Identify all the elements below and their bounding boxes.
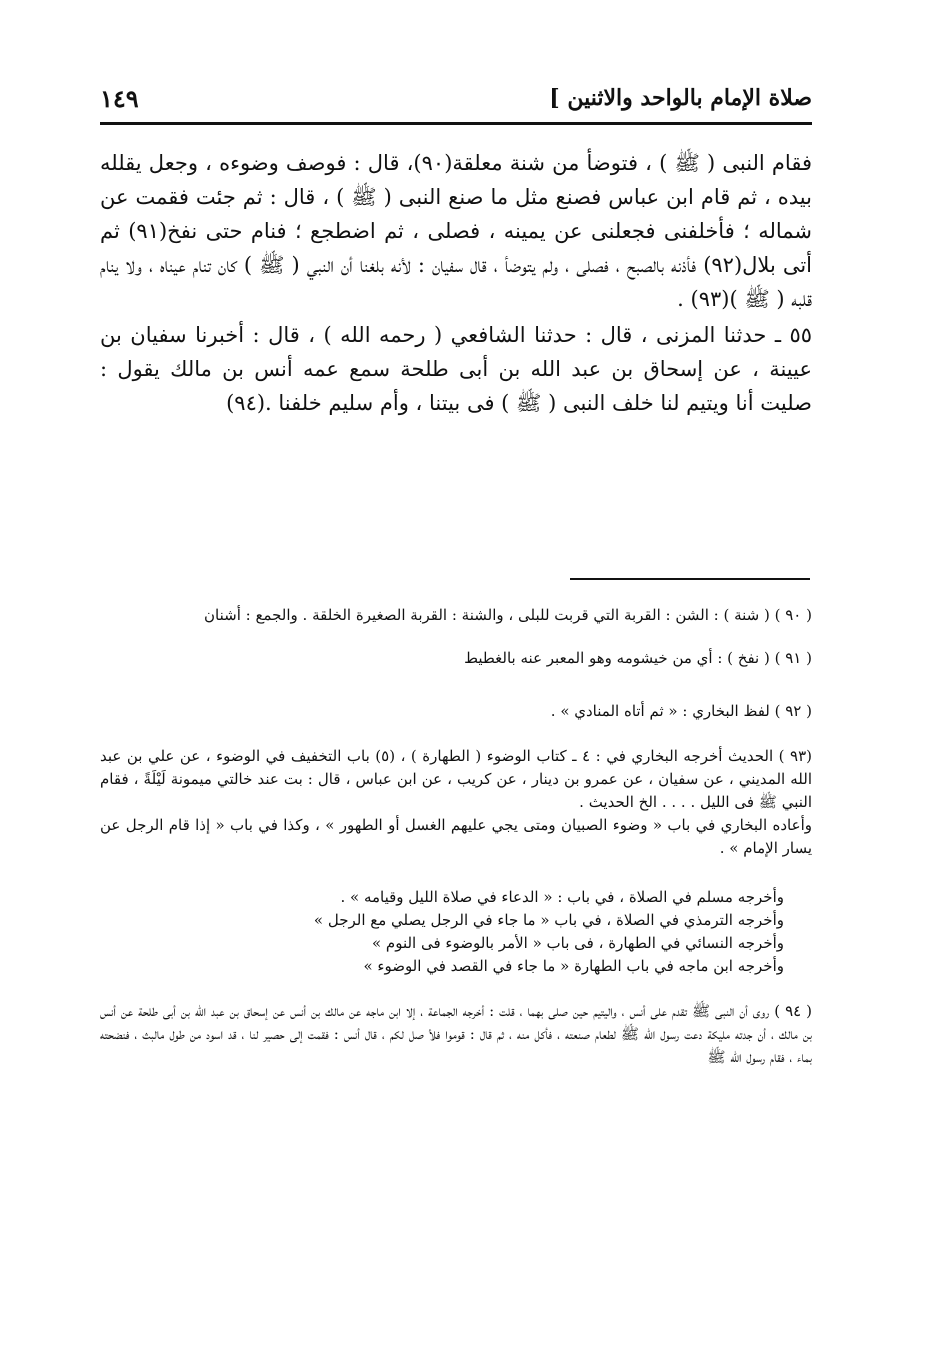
footnote-90: ( ٩٠ ) ( شنة ) : الشن : القربة التي قربت للبلى ، والشنة : القربة الصغيرة الخلقة . والجمع : أشنان [204,606,812,624]
footnotes [100,604,812,1069]
footnote-93: (٩٣ ) الحديث أخرجه البخاري في : ٤ ـ كتاب الوضوء ( الطهارة ) ، (٥) باب التخفيف في الوضوء ، عن علي بن عبد الله المديني ، عن سفيان ، عن عمرو بن دينار ، عن كريب ، عن ابن عباس ، قال : بت عند خالتي ميمونة لَيْلَةً ، فقام النبي ﷺ فى الليل . . . . الخ الحديث . [100,747,813,811]
footnote-separator [570,578,810,580]
footnote-93-reference: وأخرجه النسائي في الطهارة ، فى باب « الأمر بالوضوء فى النوم » [371,934,784,952]
body-paragraph-2: ٥٥ ـ حدثنا المزنى ، قال : حدثنا الشافعي ( رحمه الله ) ، قال : أخبرنا سفيان بن عيينة ، عن إسحاق بن عبد الله بن أبى طلحة سمع عمه أنس بن مالك يقول : صليت أنا ويتيم لنا خلف النبى ( ﷺ ) فى بيتنا ، وأم سليم خلفنا .(٩٤) [100,323,812,415]
running-title: صلاة الإمام بالواحد والاثنين ] [549,85,812,111]
footnote-94: ( ٩٤ ) روى أن النبى ﷺ تقدم على أنس ، واليتيم حين صلى بهما ، قلت : أخرجه الجماعة ، إلا ابن ماجه عن مالك بن أنس عن إسحاق بن عبد الله بن أبى طلحة عن أنس بن مالك ، أن جدته مليكة دعت رسول الله ﷺ لطعام صنعته ، فأكل منه ، ثم قال : قوموا فلأ صل لكم ، قال أنس : فقمت إلى حصير لنا ، قد اسود من طول مالبث ، فنضحته بماء ، فقام رسول الله ﷺ [100,1002,812,1066]
footnote-92: ( ٩٢ ) لفظ البخاري : « ثم أتاه المنادي » . [550,702,812,720]
footnote-93-reference: وأخرجه الترمذي في الصلاة ، في باب « ما جاء في الرجل يصلي مع الرجل » [313,911,784,929]
footnote-93-references [100,886,812,978]
page-number: ١٤٩ [100,83,139,113]
main-text [100,146,812,420]
header-rule [100,122,812,125]
footnote-91: ( ٩١ ) ( نفخ ) : أي من خيشومه وهو المعبر عنه بالغطيط [464,649,812,667]
body-paragraph-1: فقام النبى ( ﷺ ) ، فتوضأ من شنة معلقة(٩٠)، قال : فوصف وضوءه ، وجعل يقلله بيده ، ثم قام ابن عباس فصنع مثل ما صنع النبى ( ﷺ ) ، قال : ثم جئت فقمت عن شماله ؛ فأخلفنى فجعلنى عن يمينه ، فصلى ، ثم اضطجع ؛ فنام حتى نفخ(٩١) ثم أتى بلال(٩٢) فأذنه بالصبح ، فصلى ، ولم يتوضأ ، قال سفيان : لأنه بلغنا أن النبي ( ﷺ ) كان تنام عيناه ، ولا ينام قلبه ( ﷺ )(٩٣) . [100,151,813,311]
footnote-93-reference: وأخرجه مسلم في الصلاة ، في باب : « الدعاء في صلاة الليل وقيامه » . [340,888,784,906]
footnote-93-reference: وأخرجه ابن ماجه في باب الطهارة « ما جاء في القصد في الوضوء » [363,957,784,975]
page-header [100,78,812,118]
footnote-93-continuation: وأعاده البخاري في باب « وضوء الصبيان ومتى يجي عليهم الغسل أو الطهور » ، وكذا في باب « إذا قام الرجل عن يسار الإمام » . [100,816,812,857]
